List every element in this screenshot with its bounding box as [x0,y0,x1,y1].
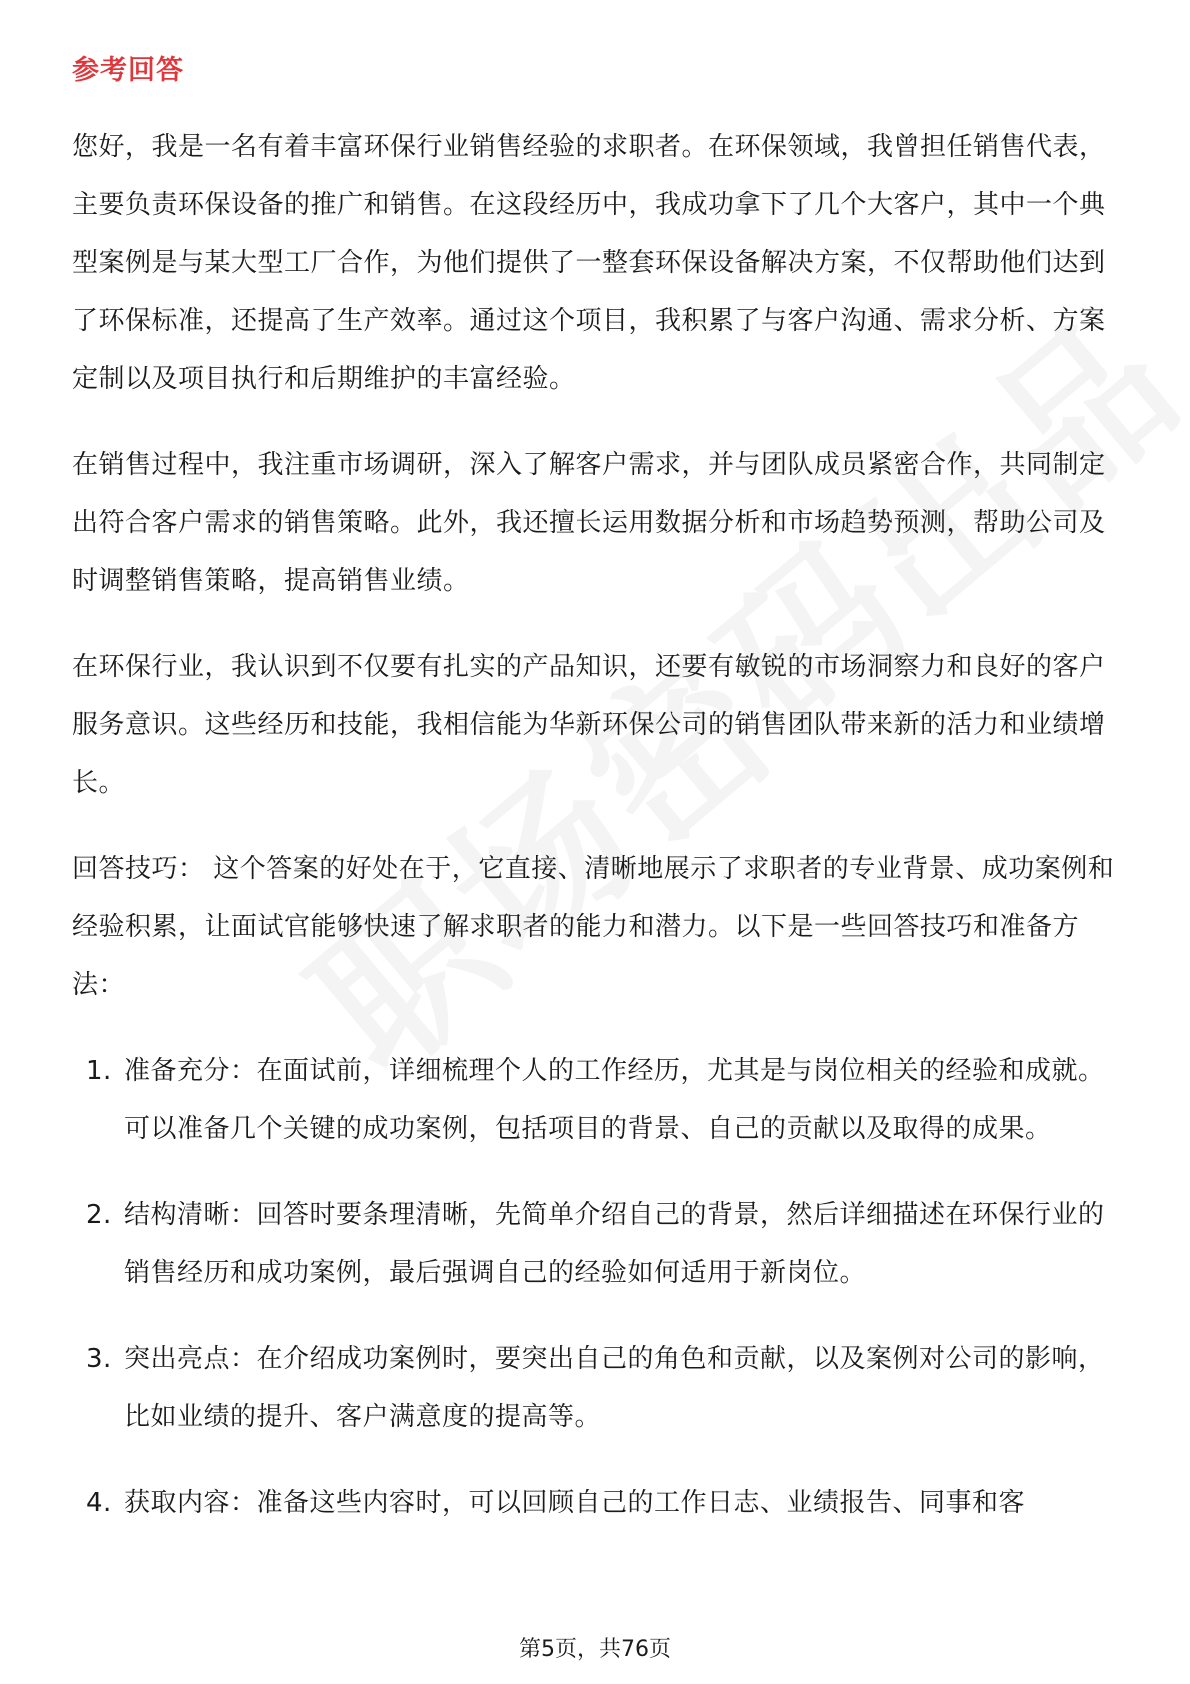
list-item [72,1042,1122,1158]
list-item-text: 结构清晰：回答时要条理清晰，先简单介绍自己的背景，然后详细描述在环保行业的销售经历和成功案例，最后强调自己的经验如何适用于新岗位。 [124,1200,1105,1288]
answer-paragraph-2: 在销售过程中，我注重市场调研，深入了解客户需求，并与团队成员紧密合作，共同制定出符合客户需求的销售策略。此外，我还擅长运用数据分析和市场趋势预测，帮助公司及时调整销售策略，提高销售业绩。 [72,450,1106,596]
list-item-text: 准备充分：在面试前，详细梳理个人的工作经历，尤其是与岗位相关的经验和成就。可以准备几个关键的成功案例，包括项目的背景、自己的贡献以及取得的成果。 [124,1056,1105,1144]
section-title: 参考回答 [72,55,184,86]
list-item-number: 2. [86,1200,112,1230]
list-item-number: 1. [86,1056,112,1086]
list-item-number: 3. [86,1344,112,1374]
tips-intro-paragraph: 回答技巧： 这个答案的好处在于，它直接、清晰地展示了求职者的专业背景、成功案例和经验积累，让面试官能够快速了解求职者的能力和潜力。以下是一些回答技巧和准备方法： [72,854,1115,1000]
answer-paragraph-1: 您好，我是一名有着丰富环保行业销售经验的求职者。在环保领域，我曾担任销售代表，主要负责环保设备的推广和销售。在这段经历中，我成功拿下了几个大客户，其中一个典型案例是与某大型工厂合作，为他们提供了一整套环保设备解决方案，不仅帮助他们达到了环保标准，还提高了生产效率。通过这个项目，我积累了与客户沟通、需求分析、方案定制以及项目执行和后期维护的丰富经验。 [72,132,1106,394]
answer-content [72,118,1122,1560]
answer-paragraph-3: 在环保行业，我认识到不仅要有扎实的产品知识，还要有敏锐的市场洞察力和良好的客户服务意识。这些经历和技能，我相信能为华新环保公司的销售团队带来新的活力和业绩增长。 [72,652,1106,798]
list-item [72,1474,1122,1532]
list-item-text: 获取内容：准备这些内容时，可以回顾自己的工作日志、业绩报告、同事和客 [124,1488,1026,1518]
page-number-footer: 第5页，共76页 [519,1637,671,1662]
list-item [72,1330,1122,1446]
list-item-number: 4. [86,1488,112,1518]
tips-list [72,1042,1122,1532]
list-item-text: 突出亮点：在介绍成功案例时，要突出自己的角色和贡献，以及案例对公司的影响，比如业绩的提升、客户满意度的提高等。 [124,1344,1105,1432]
list-item [72,1186,1122,1302]
